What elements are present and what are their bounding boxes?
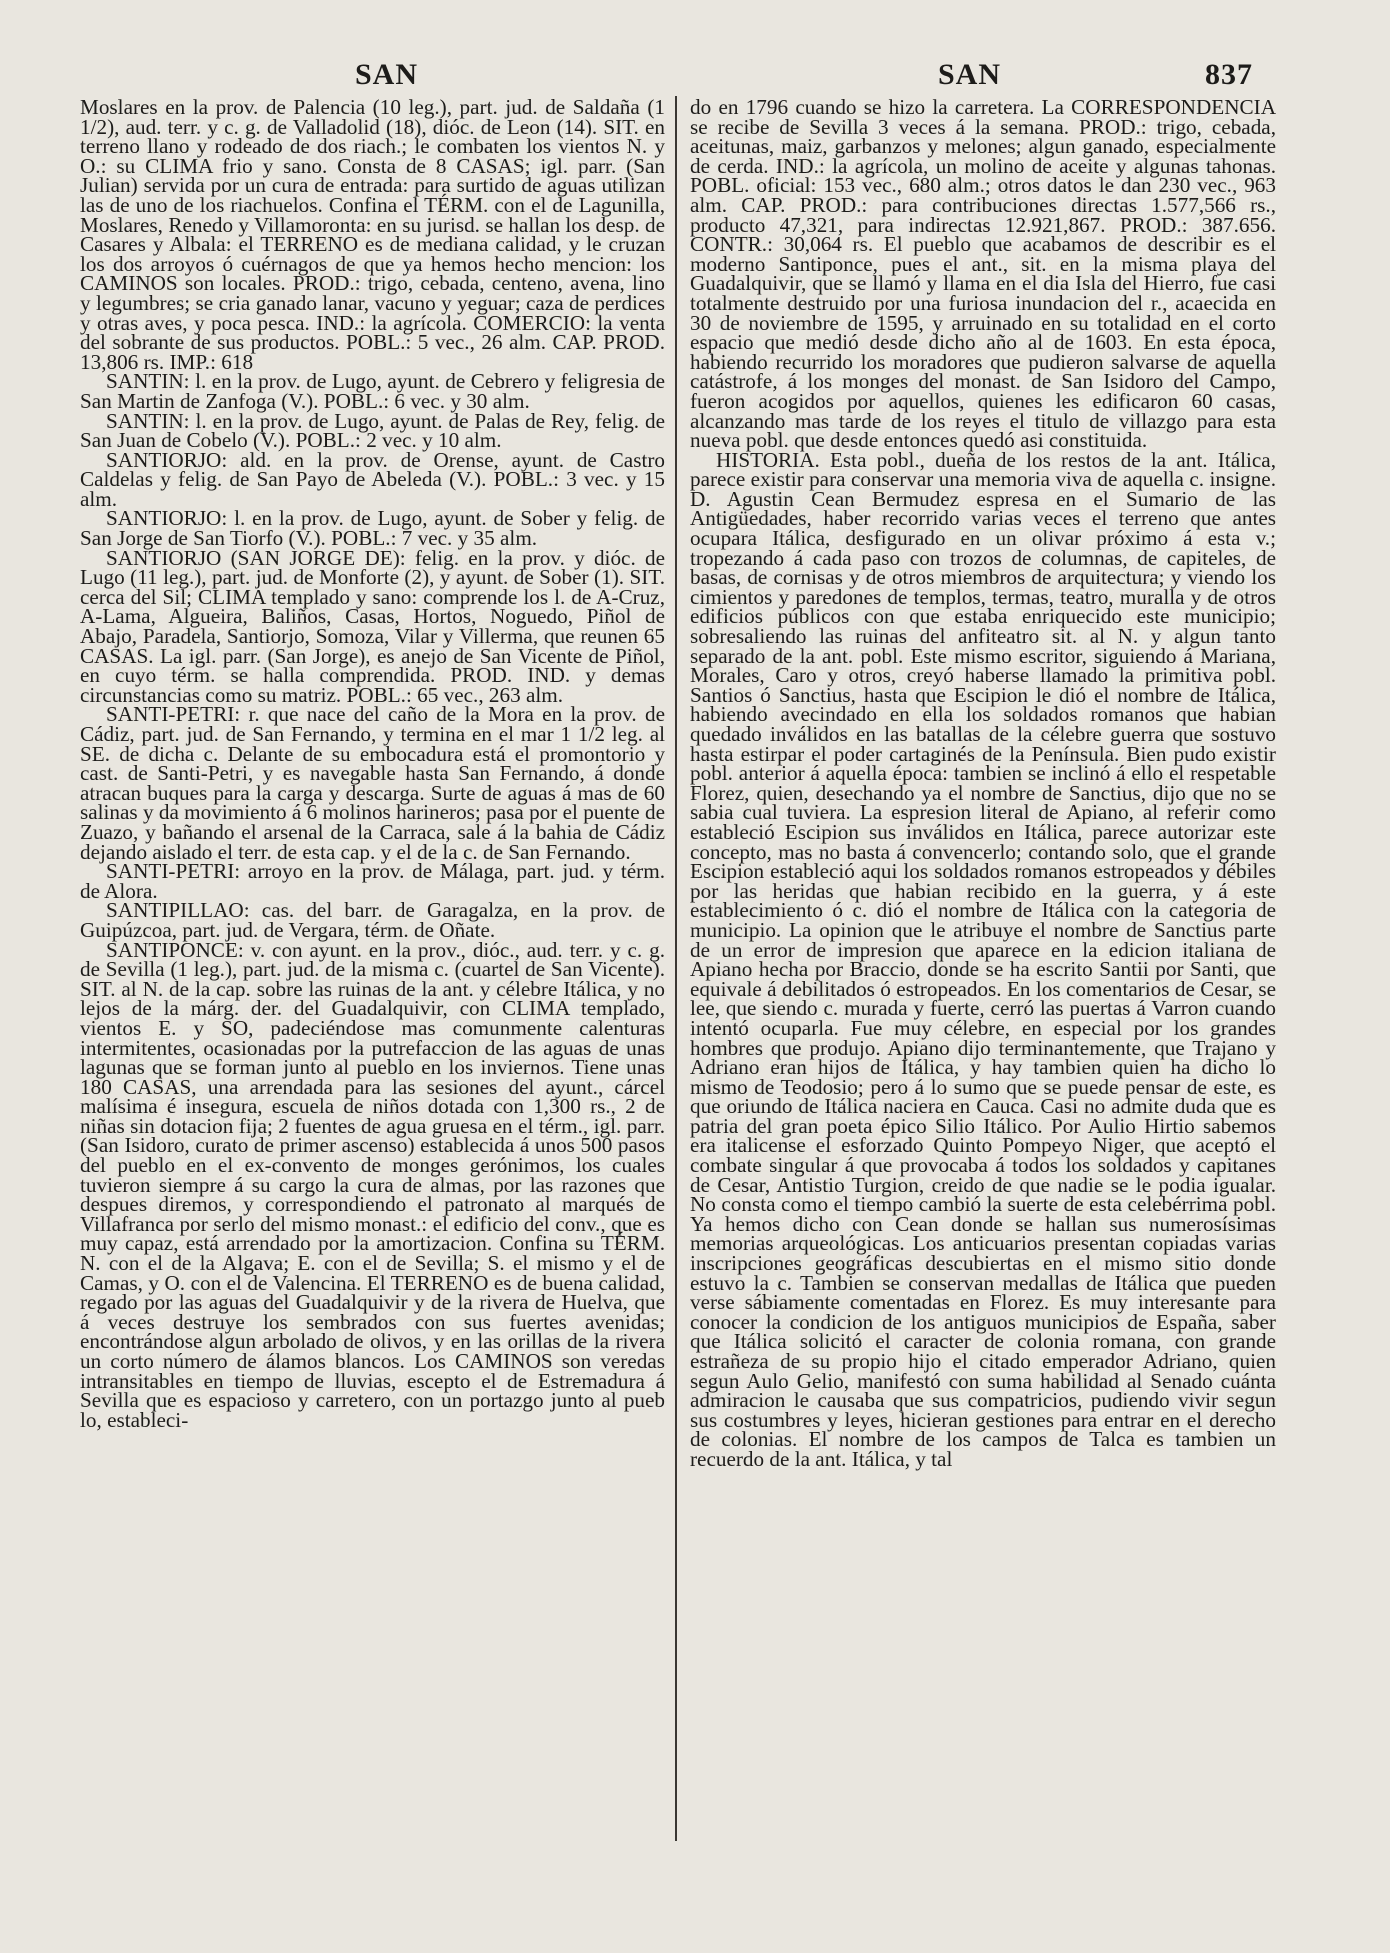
entry-santi-petri-rio: SANTI-PETRI: r. que nace del caño de la Mora en la prov. de Cádiz, part. jud. de San Fernando, y termina en el mar 1 1/2 leg. al SE. de dicha c. Delante de su embocadura está el promontorio y cast. de Santi-Petri, y es navegable hasta San Fernando, á donde atracan buques para la carga y descarga. Surte de aguas á mas de 60 salinas y da movimiento á 6 molinos harineros; pasa por el puente de Zuazo, y bañando el arsenal de la Carraca, sale á la bahia de Cádiz dejando aislado el terr. de esta cap. y el de la c. de San Fernando. <box>80 702 665 864</box>
entry-santiorjo-sober: SANTIORJO: l. en la prov. de Lugo, ayunt. de Sober y felig. de San Jorge de San Tiorfo (V.). POBL.: 7 vec. y 35 alm. <box>80 506 665 551</box>
page-number: 837 <box>1205 58 1253 91</box>
left-running-head: SAN <box>355 58 419 91</box>
entry-continuation: Moslares en la prov. de Palencia (10 leg.), part. jud. de Saldaña (1 1/2), aud. terr. y c. g. de Valladolid (18), dióc. de Leon (14). SIT. en terreno llano y rodeado de dos riach.; le combaten los vientos N. y O.: su CLIMA frio y sano. Consta de 8 CASAS; igl. parr. (San Julian) servida por un cura de entrada: para surtido de aguas utilizan las de uno de los riachuelos. Confina el TÉRM. con el de Lagunilla, Moslares, Renedo y Villamoronta: en su jurisd. se hallan los desp. de Casares y Albala: el TERRENO es de mediana calidad, y le cruzan los dos arroyos ó cuérnagos de que ya hemos hecho mencion: los CAMINOS son locales. PROD.: trigo, cebada, centeno, avena, lino y legumbres; se cria ganado lanar, vacuno y yeguar; caza de perdices y otras aves, y poca pesca. IND.: la agrícola. COMERCIO: la venta del sobrante de sus productos. POBL.: 5 vec., 26 alm. CAP. PROD. 13,806 rs. IMP.: 618 <box>80 95 665 374</box>
left-column <box>80 95 665 1432</box>
entry-santi-petri-arroyo: SANTI-PETRI: arroyo en la prov. de Málaga, part. jud. y térm. de Alora. <box>80 859 665 903</box>
entry-santin-cebrero: SANTIN: l. en la prov. de Lugo, ayunt. de Cebrero y feligresia de San Martin de Zanfoga (V.). POBL.: 6 vec. y 30 alm. <box>80 369 665 413</box>
right-column <box>690 95 1276 1471</box>
entry-santipillao: SANTIPILLAO: cas. del barr. de Garagalza, en la prov. de Guipúzcoa, part. jud. de Vergara, térm. de Oñate. <box>80 898 665 942</box>
entry-santiponce-continuation: do en 1796 cuando se hizo la carretera. La CORRESPONDENCIA se recibe de Sevilla 3 veces á la semana. PROD.: trigo, cebada, aceitunas, maiz, garbanzos y melones; algun ganado, especialmente de cerda. IND.: la agrícola, un molino de aceite y algunas tahonas. POBL. oficial: 153 vec., 680 alm.; otros datos le dan 230 vec., 963 alm. CAP. PROD.: para contribuciones directas 1.577,566 rs., producto 47,321, para indirectas 12.921,867. PROD.: 387.656. CONTR.: 30,064 rs. El pueblo que acabamos de describir es el moderno Santiponce, pues el ant., sit. en la misma playa del Guadalquivir, que se llamó y llama en el dia Isla del Hierro, fue casi totalmente destruido por una furiosa inundacion del r., acaecida en 30 de noviembre de 1595, y arruinado en su totalidad en el corto espacio que medió desde dicho año al de 1603. En esta época, habiendo recurrido los moradores que pudieron salvarse de aquella catástrofe, á los monges del monast. de San Isidoro del Campo, fueron acogidos por aquellos, quienes les edificaron 60 casas, alcanzando mas tarde de los reyes el titulo de villazgo para esta nueva pobl. que desde entonces quedó asi constituida. <box>690 95 1276 453</box>
entry-santiponce-historia: HISTORIA. Esta pobl., dueña de los restos de la ant. Itálica, parece existir para conservar una memoria viva de aquella c. insigne. D. Agustin Cean Bermudez espresa en el Sumario de las Antigüedades, haber recorrido varias veces el terreno que antes ocupara Itálica, desfigurado en un olivar próximo á esta v.; tropezando á cada paso con trozos de columnas, de capiteles, de basas, de cornisas y de otros miembros de arquitectura; y viendo los cimientos y paredones de templos, termas, teatro, muralla y de otros edificios públicos con que estaba enriquecido este municipio; sobresaliendo las ruinas del anfiteatro sit. al N. y algun tanto separado de la ant. pobl. Este mismo escritor, siguiendo á Mariana, Morales, Caro y otros, creyó haberse llamado la primitiva pobl. Santios ó Sanctius, hasta que Escipion le dió el nombre de Itálica, habiendo avecindado en ella los soldados romanos que habian quedado inválidos en las batallas de la célebre guerra que sostuvo hasta estirpar el poder cartaginés de la Península. Bien pudo existir pobl. anterior á aquella época: tambien se inclinó á ello el respetable Florez, quien, desechando ya el nombre de Sanctius, dijo que no se sabia cual tuviera. La espresion literal de Apiano, al referir como estableció Escipion sus inválidos en Itálica, parece autorizar este concepto, mas no basta á convencerlo; contando solo, que el grande Escipion estableció aqui los soldados romanos estropeados y débiles por las heridas que habian recibido en la guerra, y á este establecimiento ó c. dió el nombre de Itálica con la categoria de municipio. La opinion que le atribuye el nombre de Sanctius parte de un error de impresion que aparece en la edicion italiana de Apiano hecha por Braccio, donde se ha escrito Santii por Santi, que equivale á debilitados ó estropeados. En los comentarios de Cesar, se lee, que siendo c. murada y fuerte, cerró las puertas á Varron cuando intentó ocuparla. Fue muy célebre, en especial por los grandes hombres que produjo. Apiano dijo terminantemente, que Trajano y Adriano eran hijos de Itálica, y hay tambien quien ha dicho lo mismo de Teodosio; pero á lo sumo que se puede pensar de este, es que oriundo de Itálica naciera en Cauca. Casi no admite duda que es patria del gran poeta épico Silio Itálico. Por Aulio Hirtio sabemos era italicense el esforzado Quinto Pompeyo Niger, que aceptó el combate singular á que provocaba á todos los soldados y capitanes de Cesar, Antistio Turgion, creido de que nadie se le podia igualar. No consta como el tiempo cambió la suerte de esta celebérrima pobl. Ya hemos dicho con Cean donde se hallan sus numerosísimas memorias arqueológicas. Los anticuarios presentan copiadas varias inscripciones geográficas descubiertas en el mismo sitio donde estuvo la c. Tambien se conservan medallas de Itálica que pueden verse sábiamente comentadas en Florez. Es muy interesante para conocer la condicion de los antiguos municipios de España, saber que Itálica solicitó el caracter de colonia romana, con grande estrañeza de su propio hijo el citado emperador Adriano, quien segun Aulo Gelio, manifestó con suma habilidad al Senado cuánta admiracion le causaba que sus compatricios, pudiendo vivir segun sus costumbres y leyes, hicieran gestiones para entrar en el derecho de colonias. El nombre de los campos de Talca es tambien un recuerdo de la ant. Itálica, y tal <box>690 447 1276 1471</box>
entry-santin-palas: SANTIN: l. en la prov. de Lugo, ayunt. de Palas de Rey, felig. de San Juan de Cobelo (V.). POBL.: 2 vec. y 10 alm. <box>80 408 665 453</box>
column-divider <box>675 96 677 1841</box>
entry-santiorjo-orense: SANTIORJO: ald. en la prov. de Orense, ayunt. de Castro Caldelas y felig. de San Payo de Abeleda (V.). POBL.: 3 vec. y 15 alm. <box>80 447 665 511</box>
entry-santiorjo-san-jorge: SANTIORJO (SAN JORGE DE): felig. en la prov. y dióc. de Lugo (11 leg.), part. jud. de Monforte (2), y ayunt. de Sober (1). SIT. cerca del Sil; CLIMA templado y sano: comprende los l. de A-Cruz, A-Lama, Algueira, Baliños, Casas, Hortos, Noguedo, Piñol de Abajo, Paradela, Santiorjo, Somoza, Vilar y Villerma, que reunen 65 CASAS. La igl. parr. (San Jorge), es anejo de San Vicente de Piñol, en cuyo térm. se halla comprendida. PROD. IND. y demas circunstancias como su matriz. POBL.: 65 vec., 263 alm. <box>80 545 665 707</box>
entry-santiponce: SANTIPONCE: v. con ayunt. en la prov., dióc., aud. terr. y c. g. de Sevilla (1 leg.), part. jud. de la misma c. (cuartel de San Vicente). SIT. al N. de la cap. sobre las ruinas de la ant. y célebre Itálica, y no lejos de la márg. der. del Guadalquivir, con CLIMA templado, vientos E. y SO, padeciéndose mas comunmente calenturas intermitentes, ocasionadas por la putrefaccion de las aguas de unas lagunas que se forman junto al pueblo en los inviernos. Tiene unas 180 CASAS, una arrendada para las sesiones del ayunt., cárcel malísima é insegura, escuela de niños dotada con 1,300 rs., 2 de niñas sin dotacion fija; 2 fuentes de agua gruesa en el térm., igl. parr. (San Isidoro, curato de primer ascenso) establecida á unos 500 pasos del pueblo en el ex-convento de monges gerónimos, los cuales tuvieron siempre á su cargo la cura de almas, por las razones que despues diremos, y correspondiendo el patronato al marqués de Villafranca por serlo del mismo monast.: el edificio del conv., que es muy capaz, está arrendado por la amortizacion. Confina su TÉRM. N. con el de la Algava; E. con el de Sevilla; S. el mismo y el de Camas, y O. con el de Valencina. El TERRENO es de buena calidad, regado por las aguas del Guadalquivir y de la rivera de Huelva, que á veces destruye los sembrados con sus fuertes avenidas; encontrándose algun arbolado de olivos, y en las orillas de la rivera un corto número de álamos blancos. Los CAMINOS son veredas intransitables en tiempo de lluvias, esceptο el de Estremadura á Sevilla que es espacioso y carretero, con un portazgo junto al pueb lo, estableci- <box>80 937 665 1432</box>
right-running-head: SAN <box>938 58 1002 91</box>
